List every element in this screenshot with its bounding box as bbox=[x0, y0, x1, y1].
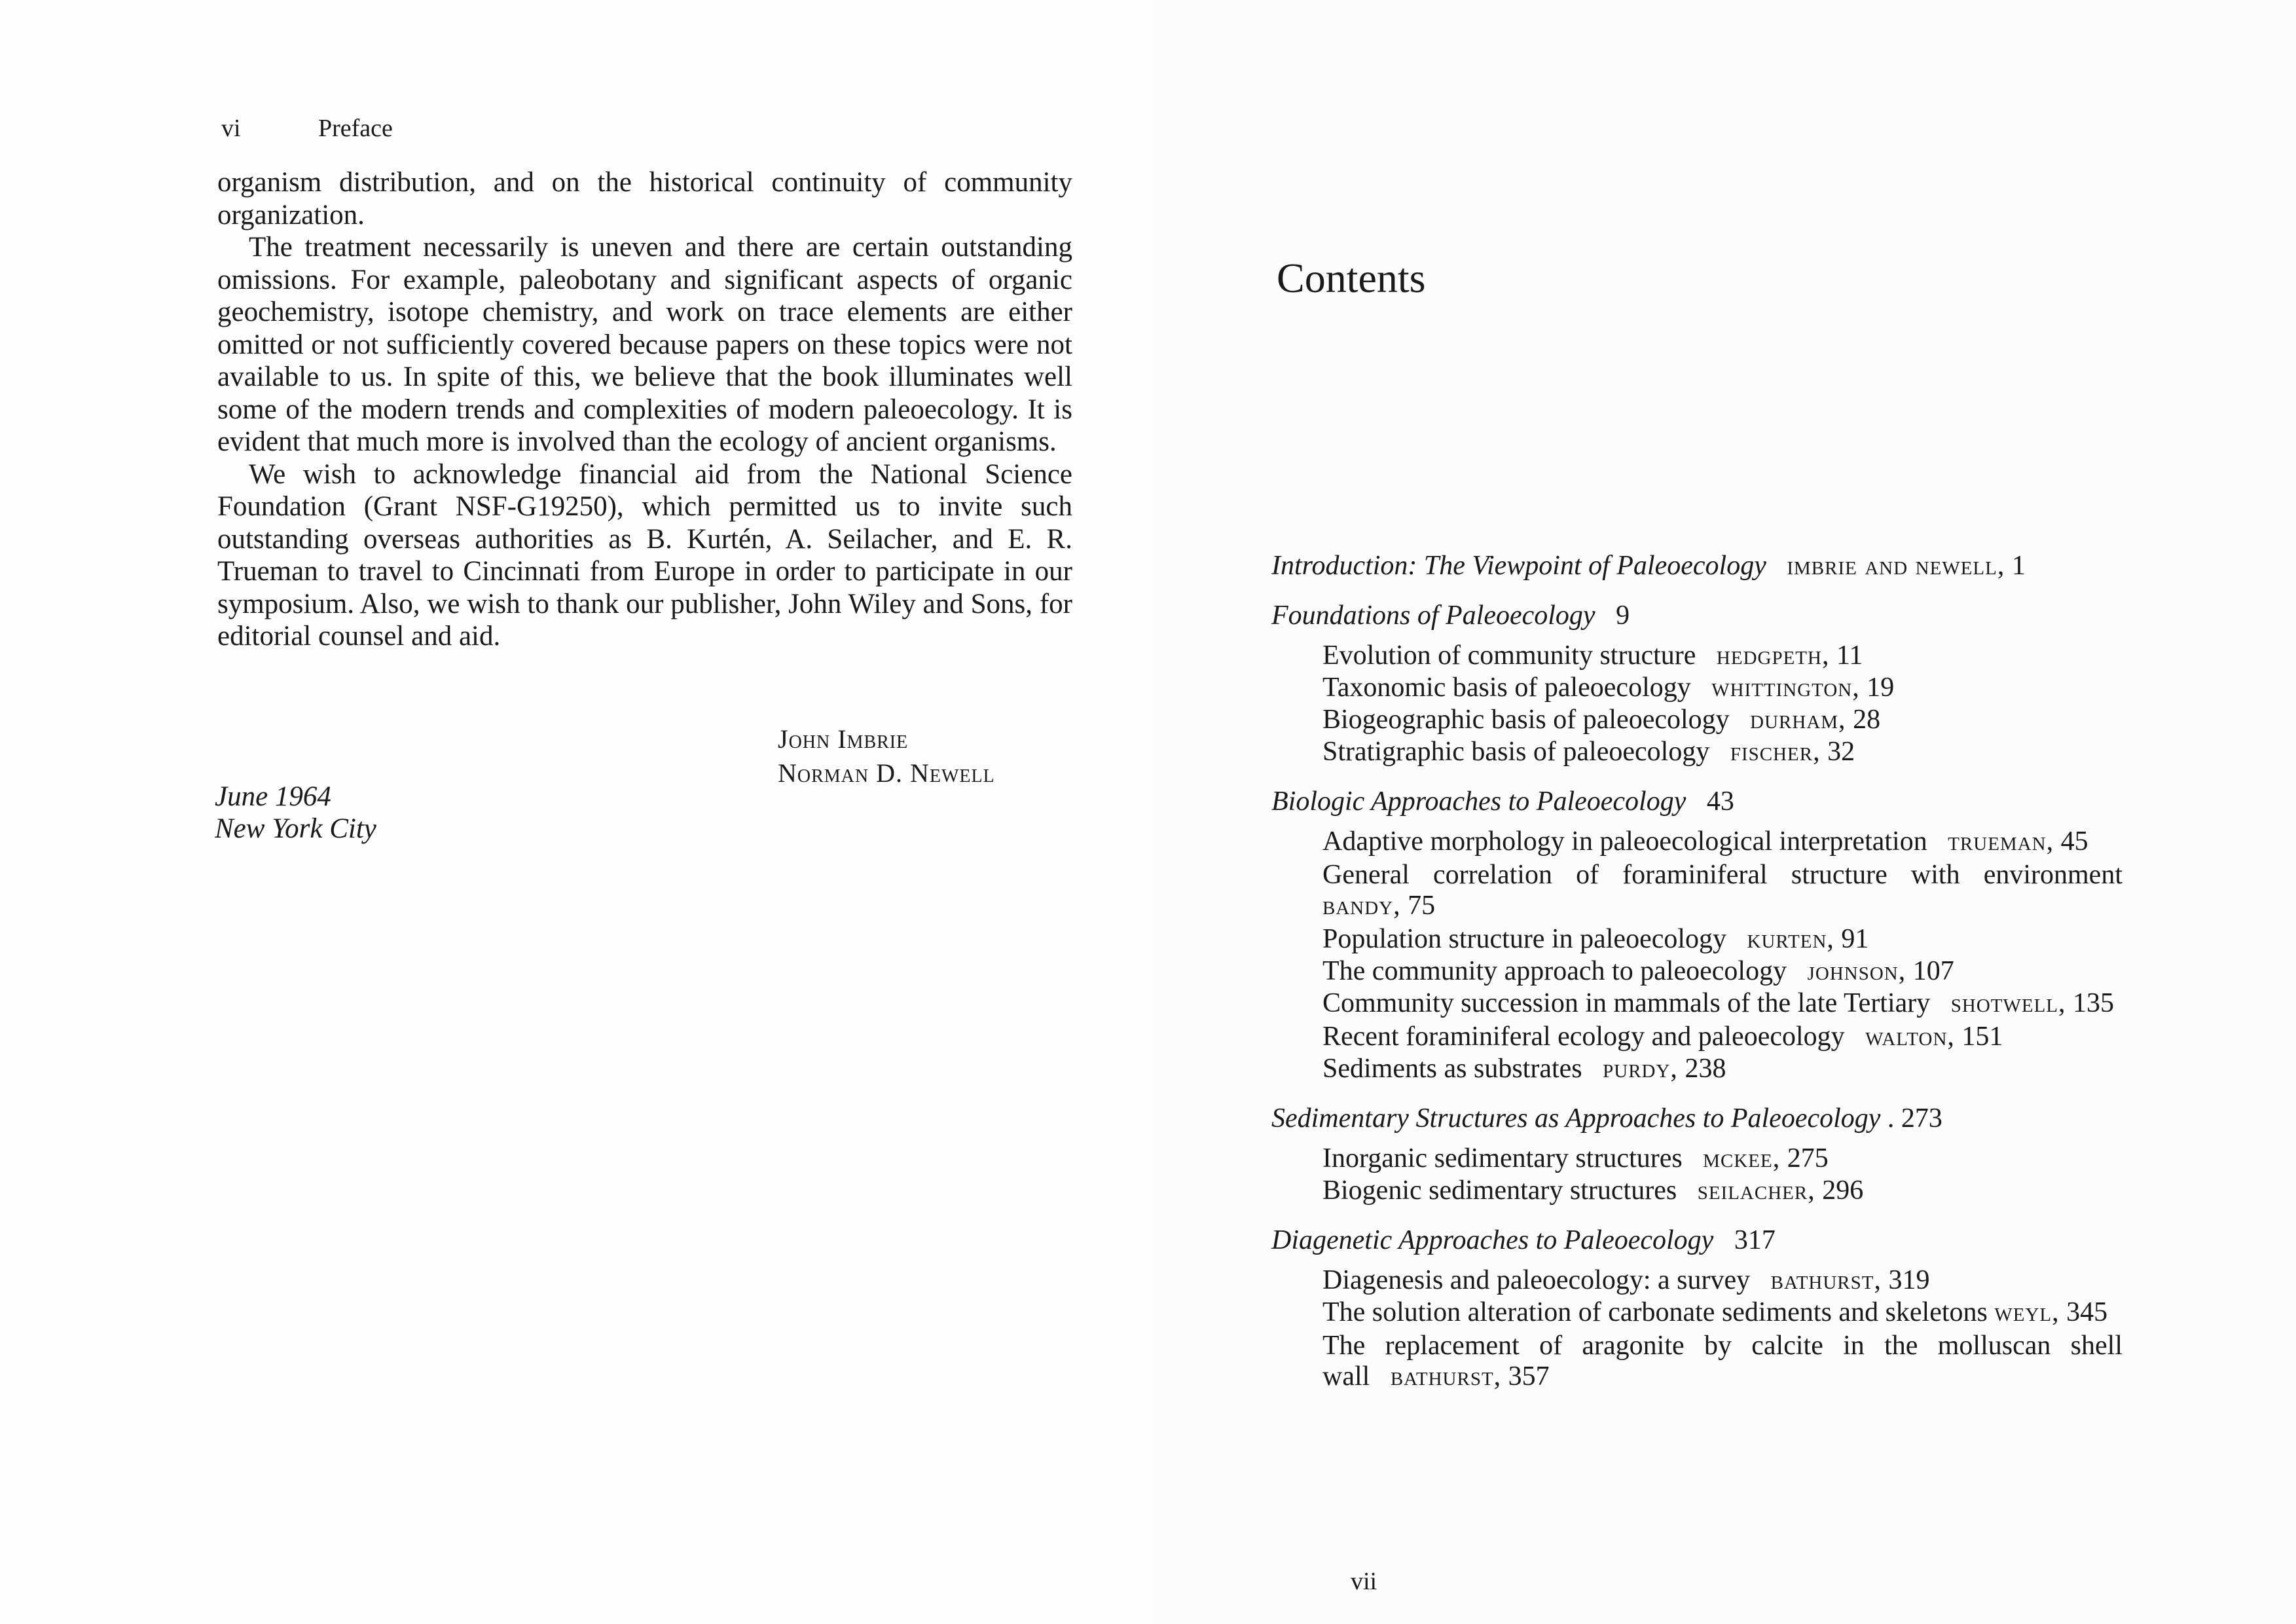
toc-entry[interactable] bbox=[1322, 705, 2123, 735]
toc-entry[interactable] bbox=[1322, 956, 2123, 987]
section-title-text: Diagenetic Approaches to Paleoecology bbox=[1271, 1225, 1714, 1255]
entry-author: shotwell, bbox=[1950, 988, 2066, 1018]
entry-title: Diagenesis and paleoecology: a survey bbox=[1322, 1265, 1751, 1295]
section-page: 9 bbox=[1616, 600, 1630, 631]
entry-author: kurten, bbox=[1747, 924, 1834, 954]
toc-entry[interactable] bbox=[1322, 640, 2123, 671]
entry-page: 319 bbox=[1888, 1265, 1930, 1295]
left-page-number: vi bbox=[221, 115, 241, 142]
entry-page: 345 bbox=[2066, 1297, 2108, 1327]
toc-section bbox=[1271, 1103, 2123, 1206]
signature: Norman D. Newell bbox=[778, 758, 995, 788]
section-entries bbox=[1322, 640, 2123, 767]
toc-entry[interactable] bbox=[1322, 1297, 2123, 1328]
toc-entry[interactable] bbox=[1322, 860, 2123, 921]
entry-author: bathurst, bbox=[1390, 1361, 1502, 1392]
entry-author: whittington, bbox=[1711, 673, 1860, 703]
running-head bbox=[221, 114, 393, 143]
entry-page: 107 bbox=[1912, 956, 1954, 986]
entry-page: 135 bbox=[2073, 988, 2115, 1018]
entry-title: The replacement of aragonite by calcite in the molluscan shell wall bbox=[1322, 1331, 2123, 1392]
preface-body bbox=[217, 166, 1072, 653]
entry-title: The community approach to paleoecology bbox=[1322, 956, 1787, 986]
toc-entry[interactable] bbox=[1322, 737, 2123, 767]
section-page: 1 bbox=[2011, 551, 2026, 581]
section-page: . 273 bbox=[1887, 1103, 1942, 1134]
toc-entry[interactable] bbox=[1322, 826, 2123, 857]
entry-page: 296 bbox=[1822, 1175, 1864, 1206]
section-title[interactable] bbox=[1271, 786, 2123, 817]
section-title[interactable] bbox=[1271, 550, 2123, 581]
toc-entry[interactable] bbox=[1322, 1054, 2123, 1084]
entry-author: durham, bbox=[1750, 705, 1846, 735]
entry-page: 28 bbox=[1853, 705, 1881, 735]
paragraph: The treatment necessarily is uneven and there are certain outstanding omissions. For example, paleobotany and significant aspects of organic geochemistry, isotope chemistry, and work on trace elements are either omitted or not sufficiently covered because papers on these topics were not available to us. In spite of this, we believe that the book illuminates well some of the modern trends and complexities of modern paleoecology. It is evident that much more is involved than the ecology of ancient organisms. bbox=[217, 232, 1072, 457]
entry-title: Stratigraphic basis of paleoecology bbox=[1322, 737, 1710, 767]
entry-page: 75 bbox=[1408, 891, 1436, 921]
section-title-text: Biologic Approaches to Paleoecology bbox=[1271, 786, 1686, 817]
section-title-text: Foundations of Paleoecology bbox=[1271, 600, 1595, 631]
right-page-number: vii bbox=[1351, 1568, 1377, 1595]
toc-entry[interactable] bbox=[1322, 1175, 2123, 1206]
entry-page: 151 bbox=[1961, 1022, 2003, 1052]
section-author: imbrie and newell, bbox=[1787, 551, 2005, 581]
entry-title: General correlation of foraminiferal structure with environment bbox=[1322, 860, 2123, 890]
entry-title: Taxonomic basis of paleoecology bbox=[1322, 673, 1691, 703]
entry-author: trueman, bbox=[1948, 826, 2054, 857]
toc-entry[interactable] bbox=[1322, 1331, 2123, 1392]
entry-title: Biogenic sedimentary structures bbox=[1322, 1175, 1677, 1206]
contents-title: Contents bbox=[1277, 255, 1426, 301]
section-title-text: Sedimentary Structures as Approaches to Paleoecology bbox=[1271, 1103, 1881, 1134]
entry-title: Inorganic sedimentary structures bbox=[1322, 1143, 1683, 1173]
entry-page: 91 bbox=[1841, 924, 1869, 954]
entry-page: 275 bbox=[1787, 1143, 1829, 1173]
date: June 1964 bbox=[215, 781, 331, 812]
toc-entry[interactable] bbox=[1322, 673, 2123, 703]
paragraph: organism distribution, and on the historical continuity of community organization. bbox=[217, 167, 1072, 231]
toc-entry[interactable] bbox=[1322, 988, 2123, 1019]
entry-title: Community succession in mammals of the late Tertiary bbox=[1322, 988, 1931, 1018]
section-title[interactable] bbox=[1271, 600, 2123, 631]
section-entries bbox=[1322, 1143, 2123, 1206]
entry-author: purdy, bbox=[1603, 1054, 1678, 1084]
entry-title: The solution alteration of carbonate sediments and skeletons bbox=[1322, 1297, 1988, 1327]
toc-section bbox=[1271, 786, 2123, 1084]
toc-entry[interactable] bbox=[1322, 1265, 2123, 1296]
section-page: 43 bbox=[1706, 786, 1734, 817]
entry-author: walton, bbox=[1865, 1022, 1955, 1052]
entry-page: 32 bbox=[1827, 737, 1855, 767]
section-page: 317 bbox=[1734, 1225, 1776, 1255]
entry-page: 357 bbox=[1508, 1361, 1550, 1392]
section-title[interactable] bbox=[1271, 1103, 2123, 1134]
toc-section bbox=[1271, 600, 2123, 767]
running-head-title: Preface bbox=[318, 115, 393, 142]
entry-author: bandy, bbox=[1322, 891, 1401, 921]
entry-author: bathurst, bbox=[1770, 1265, 1882, 1295]
entry-author: fischer, bbox=[1730, 737, 1821, 767]
entry-author: mckee, bbox=[1703, 1143, 1781, 1173]
signature: John Imbrie bbox=[778, 724, 909, 754]
section-title-text: Introduction: The Viewpoint of Paleoecology bbox=[1271, 551, 1766, 581]
entry-title: Population structure in paleoecology bbox=[1322, 924, 1727, 954]
entry-title: Adaptive morphology in paleoecological interpretation bbox=[1322, 826, 1927, 857]
entry-title: Evolution of community structure bbox=[1322, 640, 1696, 671]
entry-title: Recent foraminiferal ecology and paleoecology bbox=[1322, 1022, 1845, 1052]
entry-page: 45 bbox=[2060, 826, 2088, 857]
section-entries bbox=[1322, 1265, 2123, 1392]
section-entries bbox=[1322, 826, 2123, 1084]
entry-page: 11 bbox=[1836, 640, 1863, 671]
table-of-contents bbox=[1271, 550, 2123, 1411]
toc-entry[interactable] bbox=[1322, 1022, 2123, 1052]
toc-section bbox=[1271, 550, 2123, 581]
entry-author: hedgpeth, bbox=[1716, 640, 1830, 671]
entry-title: Biogeographic basis of paleoecology bbox=[1322, 705, 1730, 735]
toc-section bbox=[1271, 1225, 2123, 1392]
place: New York City bbox=[215, 813, 376, 844]
paragraph: We wish to acknowledge financial aid from the National Science Foundation (Grant NSF-G19250), which permitted us to invite such outstanding overseas authorities as B. Kurtén, A. Seilacher, and E. R. Trueman to travel to Cincinnati from Europe in order to participate in our symposium. Also, we wish to thank our publisher, John Wiley and Sons, for editorial counsel and aid. bbox=[217, 458, 1072, 652]
entry-title: Sediments as substrates bbox=[1322, 1054, 1582, 1084]
entry-page: 19 bbox=[1867, 673, 1895, 703]
entry-author: weyl, bbox=[1994, 1297, 2060, 1327]
entry-author: johnson, bbox=[1807, 956, 1906, 986]
section-title[interactable] bbox=[1271, 1225, 2123, 1256]
signatures bbox=[778, 722, 995, 790]
toc-entry[interactable] bbox=[1322, 1143, 2123, 1174]
entry-page: 238 bbox=[1685, 1054, 1726, 1084]
date-place bbox=[215, 781, 376, 845]
toc-entry[interactable] bbox=[1322, 924, 2123, 955]
entry-author: seilacher, bbox=[1697, 1175, 1815, 1206]
